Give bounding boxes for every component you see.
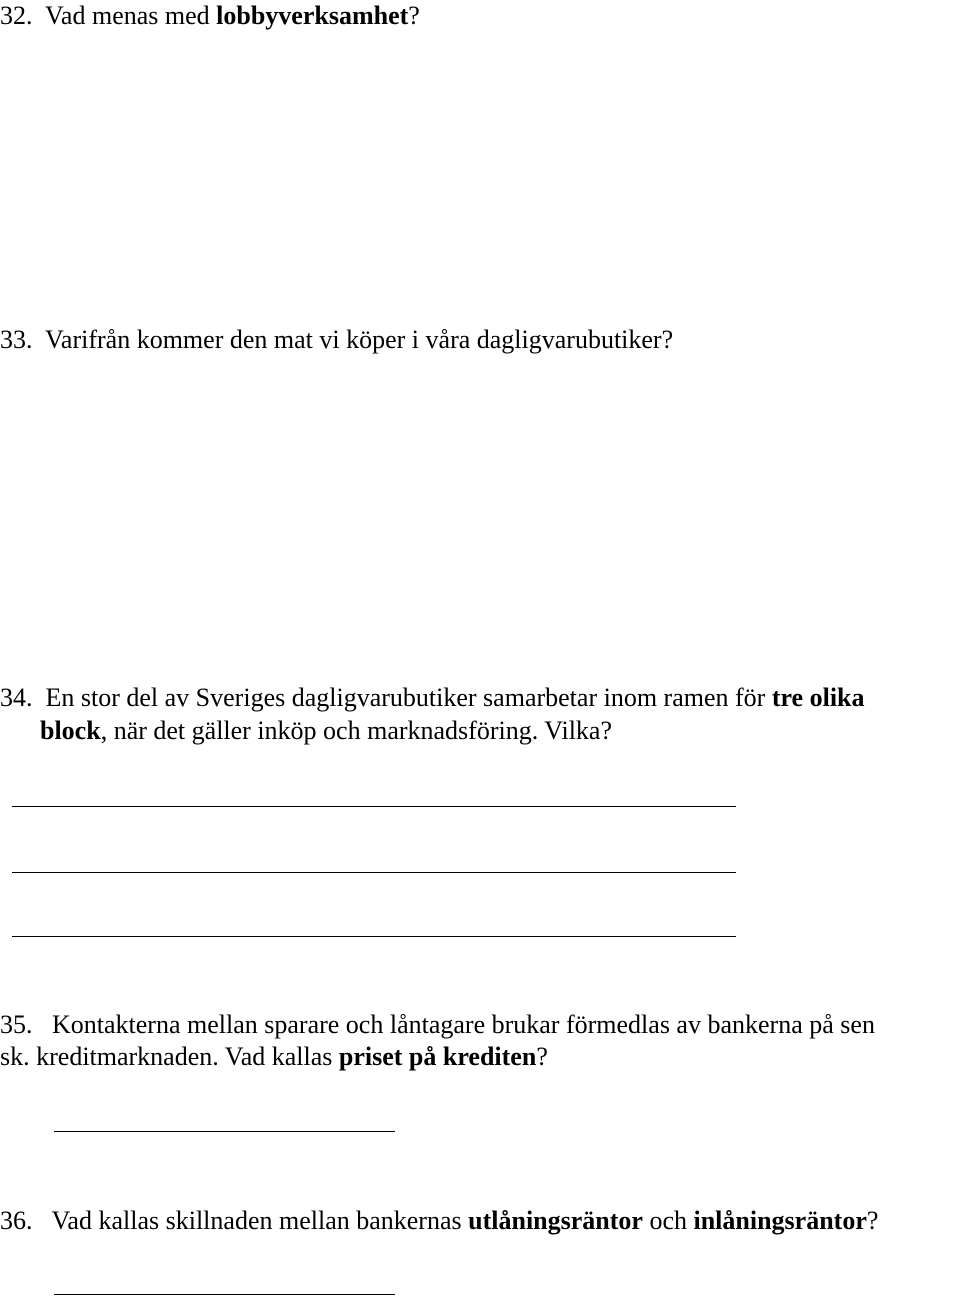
question-number: 33.: [0, 325, 33, 354]
question-number: 34.: [0, 683, 33, 712]
question-text: och: [642, 1206, 694, 1235]
answer-line-2[interactable]: [12, 872, 736, 873]
question-keyword: inlåningsräntor: [693, 1206, 867, 1235]
question-keyword: tre olika: [771, 683, 865, 712]
question-text: sk. kreditmarknaden. Vad kallas: [0, 1042, 339, 1071]
question-mark: ?: [536, 1042, 548, 1071]
question-36: [0, 1205, 878, 1237]
question-34: [0, 682, 865, 714]
question-text: Vad menas med: [45, 1, 217, 30]
answer-line-1[interactable]: [12, 806, 736, 807]
question-34-continuation: [40, 715, 612, 747]
question-keyword: lobbyverksamhet: [216, 1, 409, 30]
question-number: 35.: [0, 1010, 33, 1039]
question-text: Vad kallas skillnaden mellan bankernas: [51, 1206, 469, 1235]
question-32: [0, 0, 420, 32]
question-35-continuation: [0, 1041, 548, 1073]
question-text: Kontakterna mellan sparare och låntagare brukar förmedlas av bankerna på sen: [52, 1010, 875, 1039]
question-text: En stor del av Sveriges dagligvarubutiker samarbetar inom ramen för: [45, 683, 772, 712]
question-text: , när det gäller inköp och marknadsföring. Vilka?: [100, 716, 612, 745]
question-keyword: block: [40, 716, 101, 745]
question-text: Varifrån kommer den mat vi köper i våra dagligvarubutiker?: [45, 325, 674, 354]
question-number: 36.: [0, 1206, 33, 1235]
answer-line-3[interactable]: [12, 936, 736, 937]
question-35: [0, 1009, 875, 1041]
question-number: 32.: [0, 1, 33, 30]
answer-line-5[interactable]: [54, 1294, 395, 1295]
question-mark: ?: [866, 1206, 879, 1235]
question-keyword: utlåningsräntor: [468, 1206, 643, 1235]
answer-line-4[interactable]: [54, 1131, 395, 1132]
question-33: [0, 324, 673, 356]
question-keyword: priset på krediten: [338, 1042, 537, 1071]
question-mark: ?: [408, 1, 420, 30]
